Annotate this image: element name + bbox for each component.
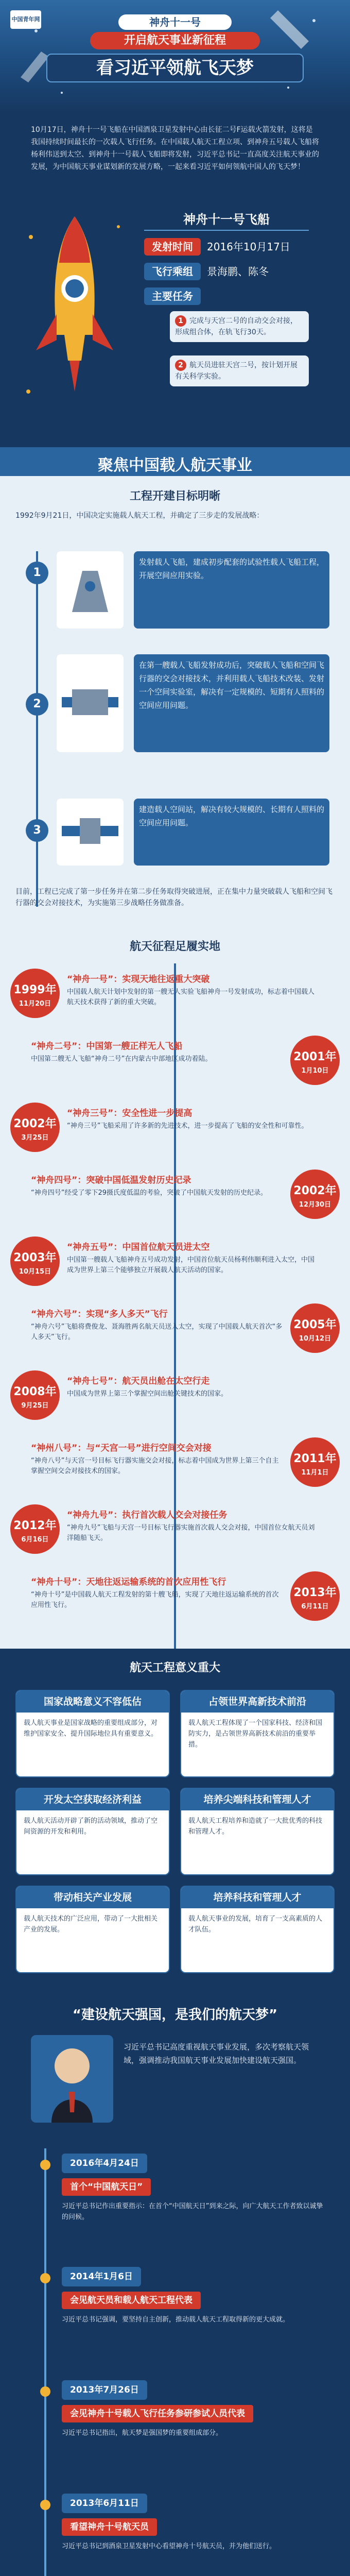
event-title: “神舟九号”：执行首次载人交会对接任务 [67,1510,227,1520]
timeline-heading: 会见神舟十号载人飞行任务参研参试人员代表 [62,2405,253,2422]
task-item [170,311,309,342]
task-text: 完成与天宫二号的自动交会对接，形成组合体，在轨飞行30天。 [175,317,297,336]
step-text: 发射载人飞船，建成初步配套的试验性载人飞船工程，开展空间应用实验。 [134,551,329,629]
step-image [57,654,124,752]
year-badge [10,969,60,1018]
timeline-date: 2013年7月26日 [62,2380,147,2400]
event-title: “神舟五号”：中国首位航天员进太空 [67,1242,210,1252]
date-label: 3月25日 [21,1134,49,1142]
event-text: 中国第二艘无人飞船“神舟二号”在内蒙古中部地区成功着陆。 [31,1055,212,1063]
year-label: 2011年 [293,1452,337,1465]
year-badge [10,1370,60,1420]
lab-module-icon [62,658,118,746]
card-text: 载人航天技术的广泛应用，带动了一大批相关产业的发展。 [24,1915,158,1934]
year-badge [290,1437,340,1487]
timeline-heading: 看望神舟十号航天员 [62,2518,157,2536]
dream-axis [44,2148,46,2576]
event-text: “神舟六号”飞船将费俊龙、聂海胜两名航天员送入太空，实现了中国载人航天首次“多人多天”飞行。 [31,1323,283,1341]
timeline-date: 2014年1月6日 [62,2267,141,2286]
card-text: 载人航天活动开辟了新的活动领域，推动了空间资源的开发和利用。 [24,1817,158,1836]
card-heading: 带动相关产业发展 [16,1887,169,1908]
card-heading: 开发太空获取经济利益 [16,1789,169,1810]
year-badge [290,1170,340,1219]
significance-title: 航天工程意义重大 [129,1662,220,1674]
hero-pill: 神舟十一号 [118,14,232,30]
event-text: “神舟三号”飞船采用了许多新的先进技术，进一步提高了飞船的安全性和可靠性。 [67,1122,308,1130]
event-title: “神舟三号”：安全性进一步提高 [67,1108,192,1118]
journey-axis [174,963,176,1649]
year-badge [10,1103,60,1152]
timeline-dot [40,2386,50,2397]
hero-banner [0,0,350,113]
date-label: 6月16日 [21,1536,49,1544]
date-label: 10月12日 [299,1335,331,1343]
timeline-date: 2013年6月11日 [62,2494,147,2513]
launch-label: 发射时间 [144,238,201,256]
year-badge [10,1504,60,1554]
timeline-text: 习近平总书记强调，要坚持自主创新，推动载人航天工程取得新的更大成就。 [62,2316,290,2324]
step-text: 在第一艘载人飞船发射成功后，突破载人飞船和空间飞行器的交会对接技术，并利用载人飞船技术改装、发射一个空间实验室，解决有一定规模的、短期有人照料的空间应用问题。 [134,654,329,752]
card-text: 载人航天工程培养和造就了一大批优秀的科技和管理人才。 [188,1817,323,1836]
step-image [57,799,124,866]
year-badge [290,1036,340,1085]
date-label: 12月30日 [299,1201,331,1209]
year-label: 2013年 [293,1586,337,1599]
focus-lead: 1992年9月21日，中国决定实施载人航天工程，并确定了三步走的发展战略： [15,512,264,520]
timeline-text: 习近平总书记指出，航天梦是强国梦的重要组成部分。 [62,2429,223,2437]
step-number: 2 [26,693,48,716]
task-number: 1 [175,315,186,327]
leader-portrait-icon [31,2035,113,2123]
event-text: 中国载人航天计划中发射的第一艘无人实验飞船神舟一号发射成功，标志着中国载人航天技术获得了新的重大突破。 [67,988,315,1006]
step-image [57,551,124,629]
card-heading: 培养科技和管理人才 [181,1887,334,1908]
year-label: 2002年 [293,1184,337,1197]
year-label: 2003年 [13,1251,57,1264]
timeline-heading: 会见航天员和载人航天工程代表 [62,2292,201,2309]
step-number: 1 [26,562,48,584]
focus-subtitle: 工程开建目标明晰 [129,490,220,503]
year-badge [10,1236,60,1286]
date-label: 9月25日 [21,1402,49,1410]
date-label: 11月1日 [301,1469,329,1477]
event-text: “神舟八号”与天宫一号目标飞行器实施交会对接，标志着中国成为世界上第三个自主掌握空间交会对接技术的国家。 [31,1457,279,1475]
event-title: “神舟四号”：突破中国低温发射历史纪录 [31,1175,191,1185]
event-text: “神舟四号”经受了零下29摄氏度低温的考验，突破了中国航天发射的历史纪录。 [31,1189,268,1197]
timeline-heading: 首个“中国航天日” [62,2178,151,2196]
event-text: 中国第一艘载人飞船神舟五号成功发射，中国首位航天员杨利伟顺利进入太空，中国成为世界上第三个能够独立开展载人航天活动的国家。 [67,1256,315,1274]
crew-value: 景海鹏、陈冬 [207,265,269,278]
focus-banner: 聚焦中国载人航天事业 [98,456,252,474]
date-label: 11月20日 [19,1000,51,1008]
event-text: 中国成为世界上第三个掌握空间出舱关键技术的国家。 [67,1390,228,1398]
event-title: “神舟十号”：天地往返运输系统的首次应用性飞行 [31,1577,226,1587]
year-label: 2005年 [293,1318,337,1331]
mission-divider [144,230,309,231]
year-badge [290,1571,340,1621]
hero-title: 看习近平领航飞天梦 [46,54,304,82]
logo: 中国青年网 [10,10,41,29]
year-label: 2001年 [293,1050,337,1063]
card-text: 载人航天事业是国家战略的重要组成部分，对维护国家安全、提升国际地位具有重要意义。 [24,1719,158,1738]
timeline-dot [40,2273,50,2283]
card-heading: 占领世界高新技术前沿 [181,1691,334,1713]
event-title: “神舟七号”：航天员出舱在太空行走 [67,1376,210,1386]
event-text: “神舟十号”是中国载人航天工程发射的第十艘飞船，实现了天地往返运输系统的首次应用性飞行。 [31,1591,279,1609]
event-title: “神州八号”：与“天宫一号”进行空间交会对接 [31,1443,212,1453]
timeline-date: 2016年4月24日 [62,2154,147,2173]
dream-lead: 习近平总书记高度重视航天事业发展，多次考察航天领域，强调推动我国航天事业发展加快建设航天强国。 [124,2042,309,2065]
hero-ribbon: 开启航天事业新征程 [90,32,260,49]
dream-title: “建设航天强国，是我们的航天梦” [72,2007,278,2023]
significance-card [15,1886,170,1973]
event-text: “神舟九号”飞船与天宫一号目标飞行器实施首次载人交会对接，中国首位女航天员刘洋随船飞天。 [67,1524,315,1542]
step-text: 建造载人空间站，解决有较大规模的、长期有人照料的空间应用问题。 [134,799,329,866]
date-label: 10月15日 [19,1268,51,1276]
date-label: 1月10日 [301,1067,329,1075]
year-label: 2002年 [13,1117,57,1130]
step-number: 3 [26,819,48,842]
intro-paragraph: 10月17日，神舟十一号飞船在中国酒泉卫星发射中心由长征二号F运载火箭发射，这将是我国持续时间最长的一次载人飞行任务。在中国载人航天工程立项、到神舟五号载人飞船将杨利伟送到太空、到神舟十一号载人飞船即将发射，习近平总书记一直高度关注航天事业的发展，为中国航天事业谋划新的发展方略，一起来看习近平如何领航中国人的飞天梦！ [31,126,319,171]
event-title: “神舟二号”：中国第一艘正样无人飞船 [31,1041,183,1052]
task-label: 主要任务 [144,287,201,305]
capsule-icon [62,555,118,622]
year-badge [290,1303,340,1353]
rocket-icon [15,206,134,422]
task-item [170,355,309,386]
card-heading: 国家战略意义不容低估 [16,1691,169,1713]
significance-card [15,1788,170,1875]
significance-card [180,1788,335,1875]
mission-title: 神舟十一号飞船 [183,212,270,227]
significance-card [15,1690,170,1777]
significance-card [180,1886,335,1973]
card-text: 载人航天工程体现了一个国家科技、经济和国防实力，是占领世界高新技术前沿的重要举措。 [188,1719,323,1749]
station-icon [62,803,118,859]
timeline-dot [40,2500,50,2510]
event-title: “神舟一号”：实现天地往返重大突破 [67,974,210,985]
card-heading: 培养尖端科技和管理人才 [181,1789,334,1810]
date-label: 6月11日 [301,1603,329,1611]
card-text: 载人航天事业的发展，培育了一支高素质的人才队伍。 [188,1915,323,1934]
step-line [36,551,38,907]
significance-card [180,1690,335,1777]
focus-note: 目前，工程已完成了第一步任务并在第二步任务取得突破进展，正在集中力量突破载人飞船和空间飞行器的交会对接技术，为实施第三步战略任务做准备。 [15,888,332,907]
crew-label: 飞行乘组 [144,263,201,280]
year-label: 1999年 [13,984,57,996]
timeline-text: 习近平总书记到酒泉卫星发射中心看望神舟十号航天员，并为他们送行。 [62,2543,276,2550]
year-label: 2008年 [13,1385,57,1398]
journey-title: 航天征程足履实地 [129,940,220,953]
task-number: 2 [175,360,186,371]
task-text: 航天员进驻天宫二号，按计划开展有关科学实验。 [175,361,297,381]
event-title: “神舟六号”：实现“多人多天”飞行 [31,1309,168,1319]
year-label: 2012年 [13,1519,57,1532]
launch-value: 2016年10月17日 [207,241,290,253]
timeline-text: 习近平总书记作出重要指示：在首个“中国航天日”到来之际，向广大航天工作者致以诚挚的问候。 [62,2202,323,2221]
timeline-dot [40,2160,50,2170]
